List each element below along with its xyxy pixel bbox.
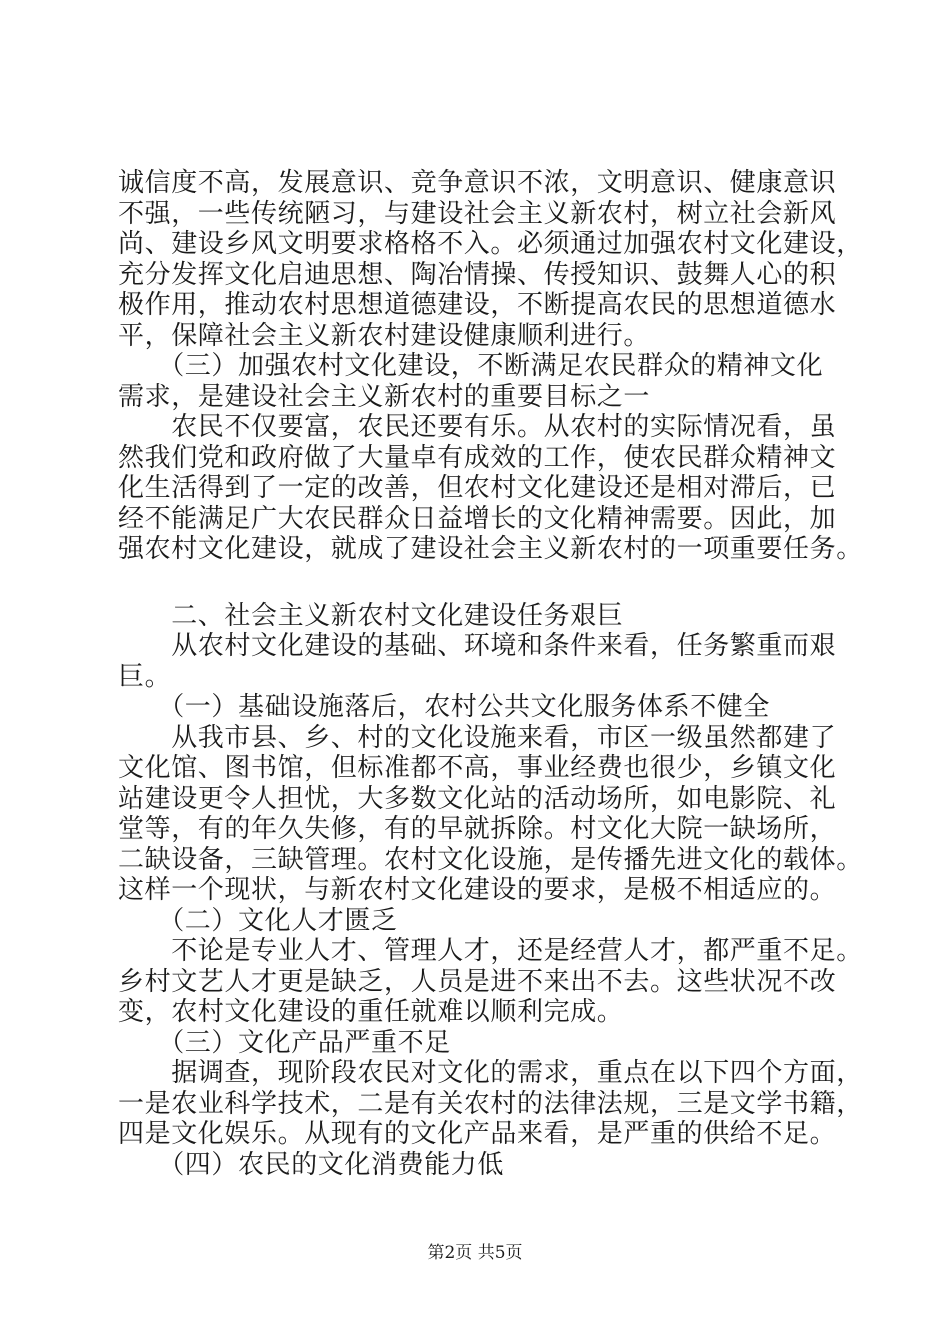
text-line: 一是农业科学技术，二是有关农村的法律法规，三是文学书籍， bbox=[118, 1088, 863, 1119]
text-line: 强农村文化建设，就成了建设社会主义新农村的一项重要任务。 bbox=[118, 534, 863, 564]
text-line: 文化馆、图书馆，但标准都不高，事业经费也很少，乡镇文化 bbox=[118, 753, 837, 783]
document-section-2 bbox=[118, 600, 863, 1181]
text-line: 然我们党和政府做了大量卓有成效的工作，使农民群众精神文 bbox=[118, 442, 837, 473]
text-line: 从我市县、乡、村的文化设施来看，市区一级虽然都建了 bbox=[118, 722, 837, 753]
text-line: 二、社会主义新农村文化建设任务艰巨 bbox=[118, 600, 624, 631]
section-gap bbox=[118, 565, 838, 601]
text-line: 需求，是建设社会主义新农村的重要目标之一 bbox=[118, 381, 651, 412]
text-line: （一）基础设施落后，农村公共文化服务体系不健全 bbox=[118, 692, 771, 722]
document-section-1 bbox=[118, 168, 863, 565]
page-number-label: 第2页 共5页 bbox=[427, 1243, 523, 1263]
text-line: 乡村文艺人才更是缺乏，人员是进不来出不去。这些状况不改 bbox=[118, 966, 837, 997]
text-line: 经不能满足广大农民群众日益增长的文化精神需要。因此，加 bbox=[118, 503, 837, 534]
text-line: （三）加强农村文化建设，不断满足农民群众的精神文化 bbox=[118, 351, 824, 381]
text-line: 尚、建设乡风文明要求格格不入。必须通过加强农村文化建设， bbox=[118, 229, 863, 259]
text-line: 二缺设备，三缺管理。农村文化设施，是传播先进文化的载体。 bbox=[118, 844, 863, 875]
text-line: 站建设更令人担忧，大多数文化站的活动场所，如电影院、礼 bbox=[118, 783, 837, 814]
text-line: 变，农村文化建设的重任就难以顺利完成。 bbox=[118, 997, 624, 1027]
text-line: 极作用，推动农村思想道德建设，不断提高农民的思想道德水 bbox=[118, 290, 837, 320]
text-line: （三）文化产品严重不足 bbox=[118, 1027, 451, 1058]
text-line: 从农村文化建设的基础、环境和条件来看，任务繁重而艰 bbox=[118, 631, 837, 661]
text-line: 据调查，现阶段农民对文化的需求，重点在以下四个方面， bbox=[118, 1058, 863, 1088]
text-line: 不论是专业人才、管理人才，还是经营人才，都严重不足。 bbox=[118, 936, 863, 966]
text-line: 农民不仅要富，农民还要有乐。从农村的实际情况看，虽 bbox=[118, 412, 837, 442]
page-footer bbox=[0, 1238, 950, 1263]
text-line: 四是文化娱乐。从现有的文化产品来看，是严重的供给不足。 bbox=[118, 1119, 837, 1149]
text-line: 这样一个现状，与新农村文化建设的要求，是极不相适应的。 bbox=[118, 875, 837, 905]
document-body bbox=[118, 168, 863, 1180]
text-line: 堂等，有的年久失修，有的早就拆除。村文化大院一缺场所， bbox=[118, 814, 837, 844]
text-line: （四）农民的文化消费能力低 bbox=[118, 1149, 505, 1180]
text-line: 平，保障社会主义新农村建设健康顺利进行。 bbox=[118, 320, 651, 351]
text-line: 化生活得到了一定的改善，但农村文化建设还是相对滞后，已 bbox=[118, 473, 837, 503]
text-line: 诚信度不高，发展意识、竞争意识不浓，文明意识、健康意识 bbox=[118, 168, 837, 198]
text-line: 充分发挥文化启迪思想、陶冶情操、传授知识、鼓舞人心的积 bbox=[118, 259, 837, 290]
text-line: （二）文化人才匮乏 bbox=[118, 905, 398, 936]
text-line: 巨。 bbox=[118, 661, 172, 692]
text-line: 不强，一些传统陋习，与建设社会主义新农村，树立社会新风 bbox=[118, 198, 837, 229]
